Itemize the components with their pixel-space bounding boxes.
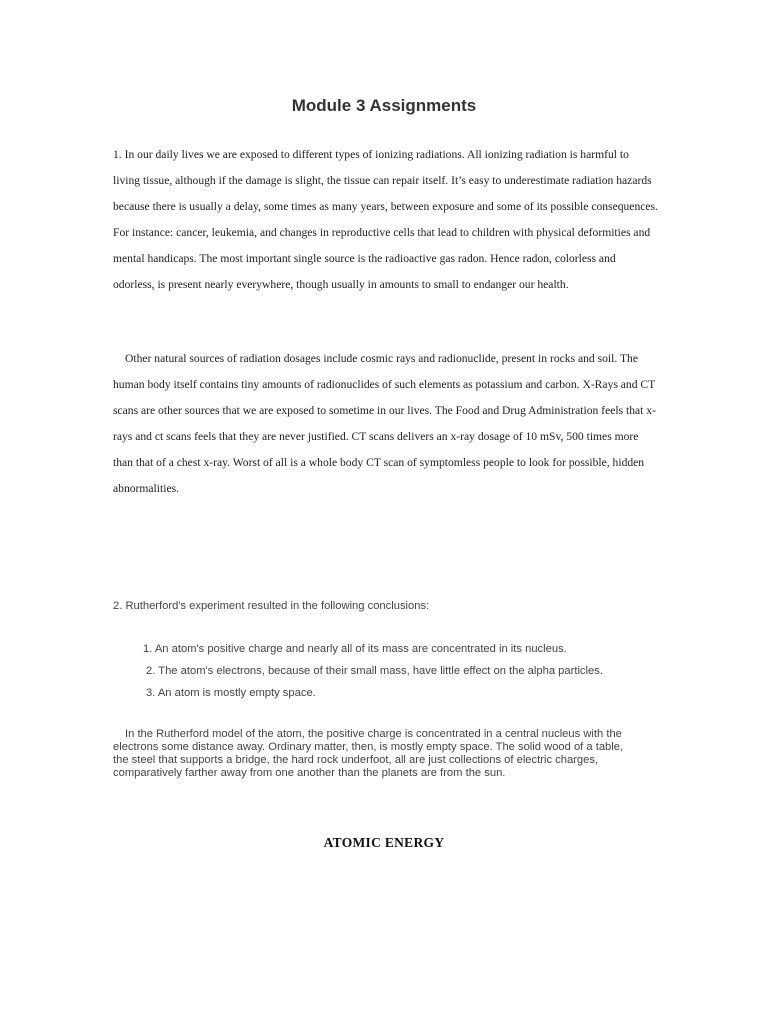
conclusion-number: 2. (146, 665, 156, 677)
radiation-paragraph-2: Other natural sources of radiation dosages include cosmic rays and radionuclide, present in rocks and soil. The human body itself contains tiny amounts of radionuclides of such elements as potassium and carbon. X-Rays and CT scans are other sources that we are exposed to sometime in our lives. The Food and Drug Administration feels that x-rays and ct scans feels that they are never justified. CT scans delivers an x-ray dosage of 10 mSv, 500 times more than that of a chest x-ray. Worst of all is a whole body CT scan of symptomless people to look for possible, hidden abnormalities. (113, 352, 656, 495)
conclusion-number: 1. (143, 643, 153, 655)
page-title: Module 3 Assignments (291, 96, 477, 115)
conclusion-item (143, 641, 603, 663)
conclusion-item (143, 663, 603, 685)
conclusion-text: An atom is mostly empty space. (157, 687, 316, 699)
radiation-paragraph-1: 1. In our daily lives we are exposed to different types of ionizing radiations. All ionizing radiation is harmful to living tissue, although if the damage is slight, the tissue can repair itself. It’s easy to underestimate radiation hazards because there is usually a delay, some times as many years, between exposure and some of its possible consequences. For instance: cancer, leukemia, and changes in reproductive cells that lead to children with physical deformities and mental handicaps. The most important single source is the radioactive gas radon. Hence radon, colorless and odorless, is present nearly everywhere, though usually in amounts to small to endanger our health. (113, 148, 658, 291)
rutherford-question-intro: 2. Rutherford's experiment resulted in the following conclusions: (113, 600, 430, 612)
conclusions-list (143, 641, 603, 707)
conclusion-number: 3. (146, 687, 156, 699)
rutherford-model-paragraph: In the Rutherford model of the atom, the positive charge is concentrated in a central nucleus with the electrons some distance away. Ordinary matter, then, is mostly empty space. The solid wood of a table, the steel that supports a bridge, the hard rock underfoot, all are just collections of electric charges, comparatively farther away from one another than the planets are from the sun. (113, 728, 624, 779)
atomic-energy-heading: ATOMIC ENERGY (323, 835, 445, 850)
conclusion-text: The atom's electrons, because of their small mass, have little effect on the alpha particles. (158, 665, 603, 677)
conclusion-item (143, 685, 603, 707)
conclusion-text: An atom's positive charge and nearly all of its mass are concentrated in its nucleus. (152, 643, 567, 655)
